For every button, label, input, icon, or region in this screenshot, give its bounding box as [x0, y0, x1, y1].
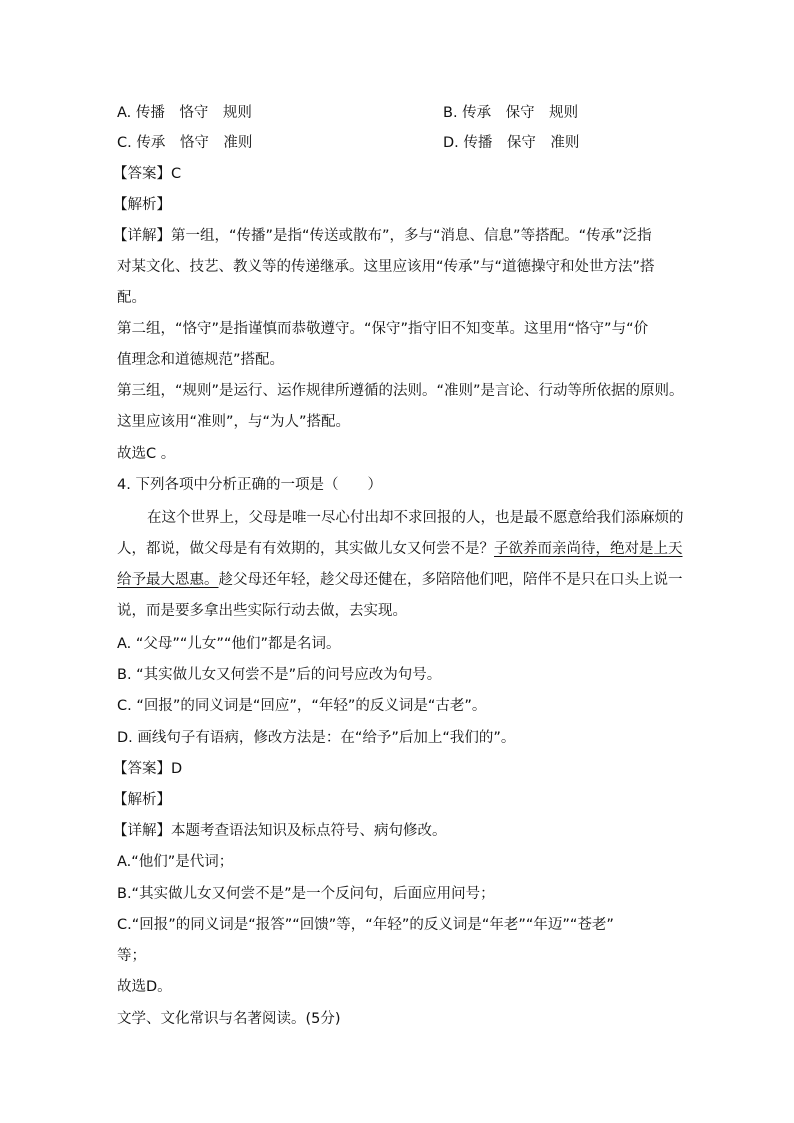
q3-option-c: C. 传承 恪守 准则: [117, 135, 253, 151]
q3-conclusion: 故选C 。: [117, 446, 176, 462]
underlined-sentence: 子欲养而亲尚待，绝对是上天: [494, 541, 683, 557]
q4-passage-line: [117, 571, 683, 589]
q3-detail-line: 配。: [117, 290, 146, 306]
q4-option-a: A. “父母”“儿女”“他们”都是名词。: [117, 636, 341, 652]
q4-analysis-heading: 【解析】: [113, 792, 171, 808]
q4-passage-line: 在这个世界上，父母是唯一尽心付出却不求回报的人，也是最不愿意给我们添麻烦的: [147, 510, 684, 526]
q3-detail-line: 对某文化、技艺、教义等的传递继承。这里应该用“传承”与“道德操守和处世方法”搭: [117, 259, 655, 275]
q4-detail-line: B.“其实做儿女又何尝不是”是一个反问句，后面应用问号；: [117, 886, 495, 902]
q3-option-d: D. 传播 保守 准则: [443, 135, 580, 151]
q4-option-b: B. “其实做儿女又何尝不是”后的问号应改为句号。: [117, 667, 442, 683]
q4-detail-line: 【详解】本题考查语法知识及标点符号、病句修改。: [113, 823, 447, 839]
q3-detail-line: 值理念和道德规范”搭配。: [117, 352, 285, 368]
q3-detail-line: 第三组，“规则”是运行、运作规律所遵循的法则。“准则”是言论、行动等所依据的原则。: [117, 383, 684, 399]
q3-option-b: B. 传承 保守 规则: [443, 105, 579, 121]
q4-passage-line: [117, 540, 683, 558]
passage-text: 趁父母还年轻，趁父母还健在，多陪陪他们吧，陪伴不是只在口头上说一: [218, 572, 683, 588]
q4-option-c: C. “回报”的同义词是“回应”，“年轻”的反义词是“古老”。: [117, 698, 487, 714]
q3-detail-line: 这里应该用“准则”，与“为人”搭配。: [117, 414, 351, 430]
q4-detail-line: 等；: [117, 948, 146, 964]
q3-option-a: A. 传播 恪守 规则: [117, 105, 252, 121]
q4-conclusion: 故选D。: [117, 979, 172, 995]
q4-answer: 【答案】D: [113, 761, 183, 777]
underlined-sentence: 给予最大恩惠。: [117, 572, 219, 588]
q4-detail-line: C.“回报”的同义词是“报答”“回馈”等，“年轻”的反义词是“年老”“年迈”“苍老”: [117, 917, 614, 933]
q4-detail-line: A.“他们”是代词；: [117, 854, 234, 870]
q3-detail-line: 【详解】第一组，“传播”是指“传送或散布”，多与“消息、信息”等搭配。“传承”泛指: [113, 228, 652, 244]
q4-option-d: D. 画线句子有语病，修改方法是：在“给予”后加上“我们的”。: [117, 730, 516, 746]
q3-analysis-heading: 【解析】: [113, 197, 171, 213]
q3-detail-line: 第二组，“恪守”是指谨慎而恭敬遵守。“保守”指守旧不知变革。这里用“恪守”与“价: [117, 321, 649, 337]
q4-passage-line: 说，而是要多拿出些实际行动去做，去实现。: [117, 603, 407, 619]
passage-text: 人，都说，做父母是有有效期的，其实做儿女又何尝不是？: [117, 541, 494, 557]
q3-answer: 【答案】C: [113, 166, 182, 182]
section-heading: 文学、文化常识与名著阅读。(5分): [117, 1011, 341, 1027]
q4-stem: 4. 下列各项中分析正确的一项是（ ）: [117, 477, 382, 493]
